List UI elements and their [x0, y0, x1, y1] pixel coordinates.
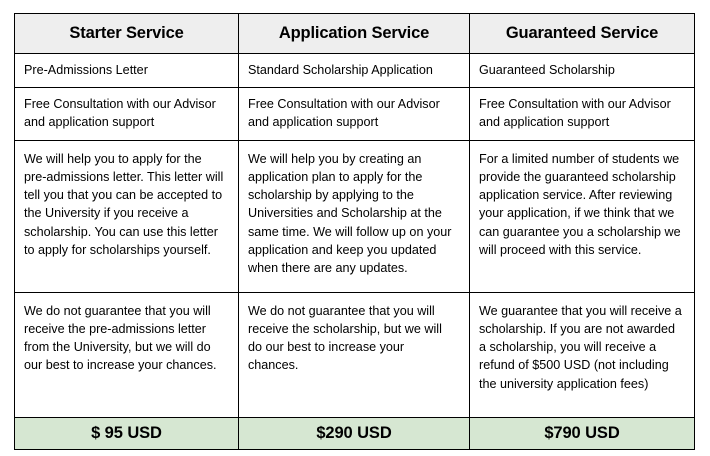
column-header-label: Starter Service [69, 24, 184, 43]
description-cell-guaranteed [470, 141, 695, 293]
price-label: $ 95 USD [91, 424, 162, 443]
table-row [15, 88, 695, 141]
cell-text: Free Consultation with our Advisor and application support [248, 97, 440, 129]
cell-text: Free Consultation with our Advisor and application support [479, 97, 671, 129]
table-body [15, 54, 695, 450]
price-cell-guaranteed [470, 418, 695, 450]
column-header-label: Guaranteed Service [505, 24, 659, 43]
consultation-cell-starter [15, 88, 239, 141]
description-cell-application [239, 141, 470, 293]
table-row [15, 54, 695, 88]
consultation-cell-guaranteed [470, 88, 695, 141]
price-cell-starter [15, 418, 239, 450]
consultation-cell-application [239, 88, 470, 141]
cell-text: We guarantee that you will receive a scholarship. If you are not awarded a scholarship, you will receive a refund of $500 USD (not including the university application fees) [479, 304, 682, 391]
cell-text: Guaranteed Scholarship [479, 62, 615, 77]
price-label: $290 USD [316, 424, 392, 443]
table-row [15, 293, 695, 418]
cell-text: Pre-Admissions Letter [24, 62, 148, 77]
pricing-comparison-table [14, 13, 695, 450]
product-cell-guaranteed [470, 54, 695, 88]
cell-text: For a limited number of students we provide the guaranteed scholarship application service. After reviewing your application, if we think that we can guarantee you a scholarship we will proceed with this service. [479, 152, 681, 257]
cell-text: We do not guarantee that you will receive the scholarship, but we will do our best to increase your chances. [248, 304, 442, 373]
column-header-application-service [239, 14, 470, 54]
cell-text: Standard Scholarship Application [248, 62, 433, 77]
cell-text: We will help you to apply for the pre-admissions letter. This letter will tell you that you can be accepted to the University if you receive a scholarship. You can use this letter to apply for scholarships yourself. [24, 152, 224, 257]
product-cell-application [239, 54, 470, 88]
cell-text: Free Consultation with our Advisor and application support [24, 97, 216, 129]
guarantee-cell-guaranteed [470, 293, 695, 418]
cell-text: We do not guarantee that you will receive the pre-admissions letter from the University, but we will do our best to increase your chances. [24, 304, 217, 373]
header-row [15, 14, 695, 54]
guarantee-cell-starter [15, 293, 239, 418]
price-row [15, 418, 695, 450]
column-header-guaranteed-service [470, 14, 695, 54]
product-cell-starter [15, 54, 239, 88]
description-cell-starter [15, 141, 239, 293]
table-header [15, 14, 695, 54]
table-row [15, 141, 695, 293]
column-header-label: Application Service [278, 24, 430, 43]
guarantee-cell-application [239, 293, 470, 418]
column-header-starter-service [15, 14, 239, 54]
price-cell-application [239, 418, 470, 450]
cell-text: We will help you by creating an application plan to apply for the scholarship by applying to the Universities and Scholarship at the same time. We will follow up on your application and keep you updated when there are any updates. [248, 152, 452, 275]
price-label: $790 USD [544, 424, 620, 443]
